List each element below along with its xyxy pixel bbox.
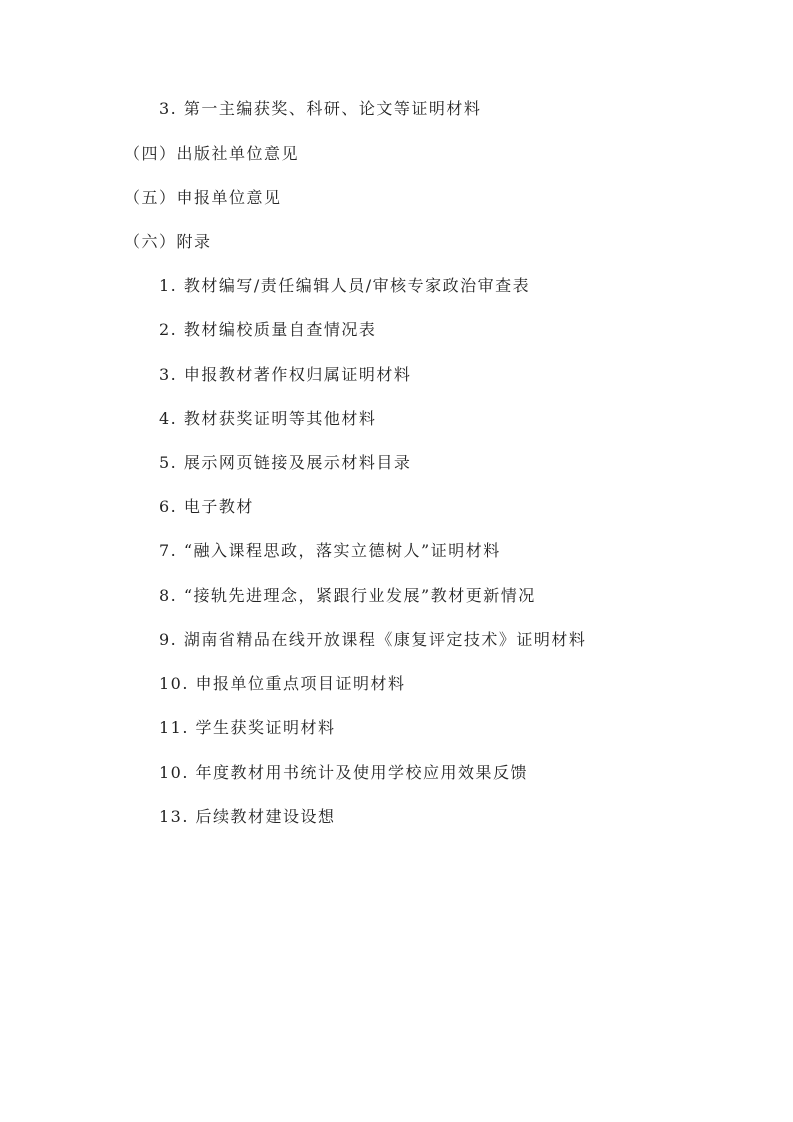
section-applicant-opinion: （五）申报单位意见	[124, 188, 282, 207]
appendix-item-10: 10. 申报单位重点项目证明材料	[159, 674, 406, 693]
appendix-item-12: 10. 年度教材用书统计及使用学校应用效果反馈	[159, 763, 529, 782]
appendix-item-7: 7. “融入课程思政，落实立德树人”证明材料	[159, 541, 501, 560]
appendix-item-13: 13. 后续教材建设设想	[159, 807, 336, 826]
appendix-item-4: 4. 教材获奖证明等其他材料	[159, 409, 377, 428]
appendix-item-5: 5. 展示网页链接及展示材料目录	[159, 453, 412, 472]
appendix-item-8: 8. “接轨先进理念，紧跟行业发展”教材更新情况	[159, 586, 536, 605]
appendix-item-11: 11. 学生获奖证明材料	[159, 718, 336, 737]
item-first-editor-proof: 3. 第一主编获奖、科研、论文等证明材料	[159, 99, 482, 118]
appendix-item-3: 3. 申报教材著作权归属证明材料	[159, 365, 412, 384]
appendix-item-9: 9. 湖南省精品在线开放课程《康复评定技术》证明材料	[159, 630, 587, 649]
section-appendix: （六）附录	[124, 232, 212, 251]
section-publisher-opinion: （四）出版社单位意见	[124, 144, 300, 163]
appendix-item-6: 6. 电子教材	[159, 497, 254, 516]
appendix-item-1: 1. 教材编写/责任编辑人员/审核专家政治审查表	[159, 276, 531, 295]
appendix-item-2: 2. 教材编校质量自查情况表	[159, 320, 377, 339]
